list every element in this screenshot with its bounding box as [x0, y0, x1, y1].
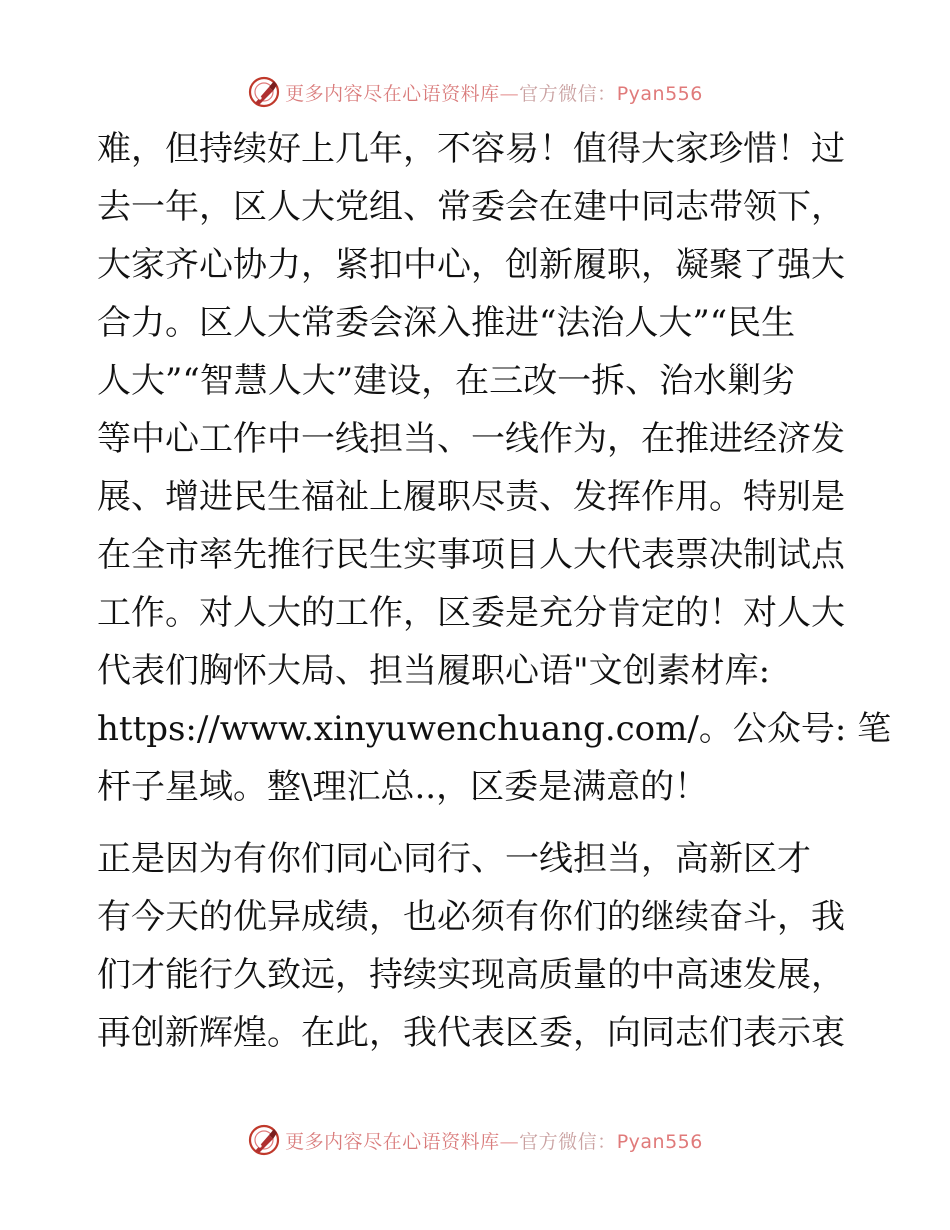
text-line: 再创新辉煌。在此，我代表区委，向同志们表示衷	[97, 1013, 845, 1053]
paragraph-2	[97, 830, 857, 1062]
footer-banner	[0, 1120, 950, 1160]
banner-text	[285, 79, 703, 106]
text-line: 大家齐心协力，紧扣中心，创新履职，凝聚了强大	[97, 245, 845, 285]
text-line: 展、增进民生福祉上履职尽责、发挥作用。特别是	[97, 477, 845, 517]
text-line: 在全市率先推行民生实事项目人大代表票决制试点	[97, 535, 845, 575]
text-line: 合力。区人大常委会深入推进“法治人大”“民生	[97, 303, 796, 343]
banner-wechat-id: Pyan556	[616, 82, 703, 105]
text-line: 工作。对人大的工作，区委是充分肯定的！对人大	[97, 593, 845, 633]
pen-logo-icon	[247, 1123, 281, 1157]
paragraph-1	[97, 120, 892, 816]
banner-text	[285, 1127, 703, 1154]
banner-main-text: 更多内容尽在心语资料库	[285, 1130, 500, 1153]
text-line: 正是因为有你们同心同行、一线担当，高新区才	[97, 839, 811, 879]
header-banner	[0, 72, 950, 112]
text-line: 人大”“智慧人大”建设，在三改一拆、治水剿劣	[97, 361, 796, 401]
text-line: 代表们胸怀大局、担当履职心语"文创素材库:	[97, 651, 771, 691]
banner-label: 官方微信：	[519, 1130, 617, 1153]
text-line: 等中心工作中一线担当、一线作为，在推进经济发	[97, 419, 845, 459]
banner-main-text: 更多内容尽在心语资料库	[285, 82, 500, 105]
text-line: 难，但持续好上几年，不容易！值得大家珍惜！过	[97, 129, 845, 169]
banner-dash: —	[499, 82, 520, 105]
banner-dash: —	[499, 1130, 520, 1153]
text-line-url: https://www.xinyuwenchuang.com/。公众号: 笔	[97, 709, 892, 749]
text-line: 杆子星域。整\理汇总..，区委是满意的！	[97, 767, 709, 807]
banner-label: 官方微信：	[519, 82, 617, 105]
text-line: 去一年，区人大党组、常委会在建中同志带领下，	[97, 187, 845, 227]
text-line: 有今天的优异成绩，也必须有你们的继续奋斗，我	[97, 897, 845, 937]
pen-logo-icon	[247, 75, 281, 109]
banner-wechat-id: Pyan556	[616, 1130, 703, 1153]
text-line: 们才能行久致远，持续实现高质量的中高速发展，	[97, 955, 845, 995]
